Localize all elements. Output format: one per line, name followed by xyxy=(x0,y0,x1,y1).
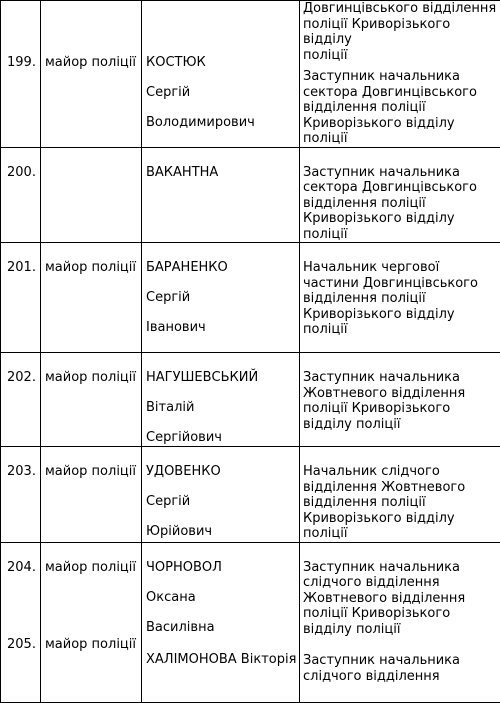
first-name: Сергій xyxy=(146,494,297,524)
row-number: 205. xyxy=(7,637,38,653)
patronymic: Сергійович xyxy=(146,430,297,446)
patronymic: Іванович xyxy=(146,320,297,336)
prev-position-line: поліції Криворізького відділу xyxy=(303,17,498,48)
rank-text: майор поліції xyxy=(45,560,139,576)
first-name: Віталій xyxy=(146,400,297,430)
rank-text: майор поліції xyxy=(45,637,139,653)
table-row xyxy=(1,243,500,353)
surname: ХАЛІМОНОВА Вікторія xyxy=(146,652,297,668)
rank-cell: майор поліції xyxy=(41,1,142,148)
rank-cell: майор поліції xyxy=(41,447,142,543)
table-row xyxy=(1,542,500,702)
spacer xyxy=(7,575,38,637)
first-name: Сергій xyxy=(146,85,297,115)
table-row xyxy=(1,1,500,148)
patronymic: Василівна xyxy=(146,620,297,652)
first-name: Сергій xyxy=(146,290,297,320)
surname: БАРАНЕНКО xyxy=(146,260,297,290)
position-cell: Начальник чергової частини Довгинцівського відділення поліції Криворізького відділу поліції xyxy=(300,243,500,353)
surname: КОСТЮК xyxy=(146,55,297,85)
position-cell: Заступник начальника Жовтневого відділення поліції Криворізького відділу поліції xyxy=(300,353,500,447)
spacer xyxy=(45,575,139,637)
position-text: Заступник начальника слідчого відділення Жовтневого відділення поліції Криворізького відділу поліції xyxy=(303,560,498,638)
num-cell: 203. xyxy=(1,447,41,543)
surname: УДОВЕНКО xyxy=(146,464,297,494)
position-text: Заступник начальника слідчого відділення xyxy=(303,653,498,684)
position-cell xyxy=(300,1,500,148)
num-cell: 200. xyxy=(1,147,41,243)
row-number: 204. xyxy=(7,560,38,576)
name-cell xyxy=(142,353,300,447)
table-row xyxy=(1,147,500,243)
rank-cell xyxy=(41,542,142,702)
num-cell: 199. xyxy=(1,1,41,148)
position-text: Заступник начальника сектора Довгинцівського відділення поліції Криворізького відділу поліції xyxy=(303,69,498,147)
name-cell xyxy=(142,1,300,148)
name-cell xyxy=(142,447,300,543)
surname: НАГУШЕВСЬКИЙ xyxy=(146,370,297,400)
table-row xyxy=(1,353,500,447)
name-cell: ВАКАНТНА xyxy=(142,147,300,243)
rank-cell: майор поліції xyxy=(41,243,142,353)
num-cell: 202. xyxy=(1,353,41,447)
num-cell xyxy=(1,542,41,702)
name-cell xyxy=(142,243,300,353)
patronymic: Володимирович xyxy=(146,115,297,131)
rank-cell xyxy=(41,147,142,243)
prev-position-line: поліції xyxy=(303,48,498,64)
prev-position-line: Довгинцівського відділення xyxy=(303,1,498,17)
patronymic: Юрійович xyxy=(146,524,297,540)
rank-cell: майор поліції xyxy=(41,353,142,447)
name-cell xyxy=(142,542,300,702)
position-cell xyxy=(300,542,500,702)
num-cell: 201. xyxy=(1,243,41,353)
position-cell: Заступник начальника сектора Довгинцівського відділення поліції Криворізького відділу поліції xyxy=(300,147,500,243)
table-row xyxy=(1,447,500,543)
position-cell: Начальник слідчого відділення Жовтневого відділення поліції Криворізького відділу поліції xyxy=(300,447,500,543)
surname: ЧОРНОВОЛ xyxy=(146,560,297,590)
first-name: Оксана xyxy=(146,590,297,620)
